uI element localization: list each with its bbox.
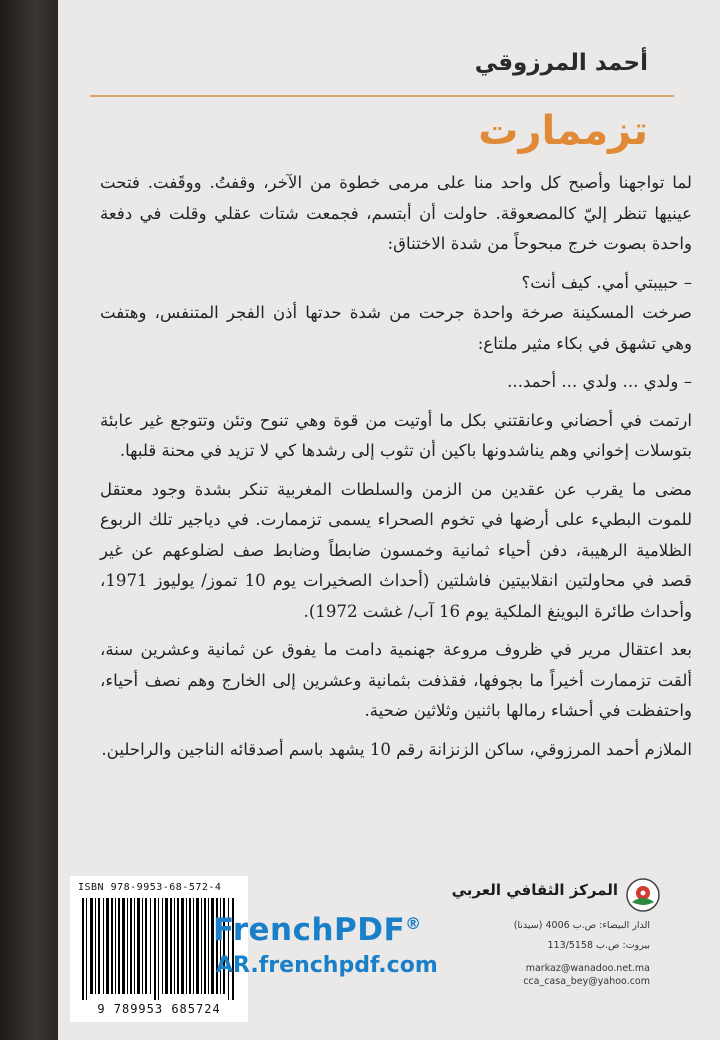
title-divider [90, 95, 674, 97]
watermark-brand-part1: French [213, 912, 335, 948]
isbn-barcode [70, 876, 248, 1022]
blurb-paragraph-3: ارتمت في أحضاني وعانقتني بكل ما أوتيت من قوة وهي تنوح وتئن وتتوجع غير عابئة بتوسلات إخواني وهم يناشدونها باكين أن تثوب إلى رشدها كي لا تزيد في محنة قلبها. [100, 410, 692, 460]
publisher-name: المركز الثقافي العربي [451, 881, 618, 899]
publisher-email-2: cca_casa_bey@yahoo.com [523, 976, 650, 987]
blurb-paragraph-4: مضى ما يقرب عن عقدين من الزمن والسلطات المغربية تنكر بشدة وجود معتقل للموت البطيء على أرضها في تخوم الصحراء يسمى تزممارت. في دياجير تلك الربوع الظلامية الرهيبة، دفن أحياء ثمانية وخمسون ضابطاً وضابط صف لضلوعهم عن غير قصد في محاولتين انقلابيتين فاشلتين (أحداث الصخيرات يوم 10 تموز/ يوليوز 1971، وأحداث طائرة البوينغ الملكية يوم 16 آب/ غشت 1972). [100, 479, 692, 621]
watermark-registered-mark: ® [405, 914, 422, 933]
blurb-text [100, 168, 692, 773]
watermark-brand [213, 912, 422, 948]
isbn-digits: 9 789953 685724 [97, 1002, 221, 1016]
publisher-address-beirut: بيروت: ص.ب 113/5158 [547, 940, 650, 951]
book-title: تزممارت [478, 108, 648, 154]
blurb-paragraph-1: لما تواجهنا وأصبح كل واحد منا على مرمى خطوة من الآخر، وقفتُ. ووقَفت. فتحت عينيها تنظر إليّ كالمصعوقة. حاولت أن أبتسم، فجمعت شتات عقلي وقلت في دفعة واحدة بصوت خرج مبحوحاً من شدة الاختناق: [100, 173, 692, 253]
watermark-brand-part2: PDF [334, 912, 406, 948]
publisher-email-1: markaz@wanadoo.net.ma [525, 963, 650, 974]
blurb-paragraph-6: الملازم أحمد المرزوقي، ساكن الزنزانة رقم 10 يشهد باسم أصدقائه الناجين والراحلين. [101, 739, 692, 759]
publisher-logo-icon [626, 878, 660, 912]
publisher-address-casablanca: الدار البيضاء: ص.ب 4006 (سيدنا) [513, 920, 650, 931]
isbn-label: ISBN 978-9953-68-572-4 [78, 882, 222, 893]
blurb-dialog-1: – حبيبتي أمي. كيف أنت؟ [521, 272, 692, 292]
author-name: أحمد المرزوقي [474, 50, 648, 76]
book-spine-edge [0, 0, 58, 1040]
blurb-paragraph-5: بعد اعتقال مرير في ظروف مروعة جهنمية دامت ما يفوق عن ثمانية وعشرين سنة، ألقت تزممارت أخيراً ما بجوفها، فقذفت بثمانية وعشرين إلى الخارج وهم نصف أحياء، واحتفظت في أحشاء رمالها باثنين وثلاثين ضحية. [100, 640, 692, 720]
watermark-site: AR.frenchpdf.com [216, 953, 438, 978]
blurb-paragraph-2: صرخت المسكينة صرخة واحدة جرحت من شدة حدتها أذن الفجر المتنفس، وهتفت وهي تشهق في بكاء مثير ملتاع: [100, 303, 692, 353]
blurb-dialog-2: – ولدي ... ولدي ... أحمد... [507, 372, 692, 391]
